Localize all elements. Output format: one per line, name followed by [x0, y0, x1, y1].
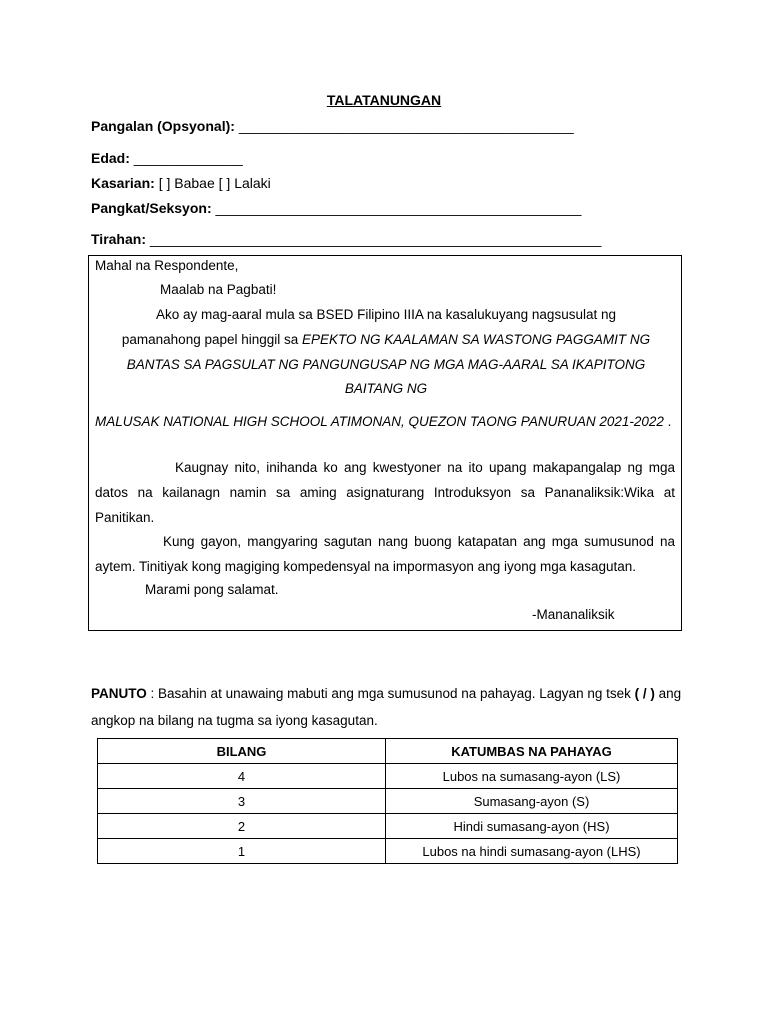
letter-salutation: Mahal na Respondente,	[95, 258, 239, 273]
panuto-mark: ( / )	[634, 686, 655, 701]
row-pahayag: Lubos na sumasang-ayon (LS)	[386, 764, 678, 789]
row-bilang: 2	[98, 814, 386, 839]
kasarian-label: Kasarian:	[91, 175, 155, 191]
row-bilang: 3	[98, 789, 386, 814]
edad-line: ______________	[133, 150, 243, 166]
table-row	[98, 789, 678, 814]
pangalan-label: Pangalan (Opsyonal):	[91, 118, 235, 134]
pangalan-line: ___________________________________________	[238, 118, 574, 134]
field-kasarian[interactable]	[91, 175, 271, 191]
field-pangalan[interactable]	[91, 118, 574, 134]
header-katumbas: KATUMBAS NA PAHAYAG	[386, 739, 678, 764]
edad-label: Edad:	[91, 150, 130, 166]
letter-p3: Kaugnay nito, inihanda ko ang kwestyoner na ito upang makapangalap ng mga datos na kailanagn namin sa aming asignaturang Introduksyon sa Pananaliksik:Wika at Panitikan.	[95, 460, 675, 525]
letter-p1-line1: Ako ay mag-aaral mula sa BSED Filipino IIIA na kasalukuyang nagsusulat ng	[155, 307, 616, 322]
row-pahayag: Hindi sumasang-ayon (HS)	[386, 814, 678, 839]
letter-p1-line2-plain: pamanahong papel hinggil sa	[121, 332, 303, 347]
kasarian-options: [ ] Babae [ ] Lalaki	[158, 175, 271, 191]
letter-box	[88, 255, 682, 631]
table-row	[98, 764, 678, 789]
pangkat-line: _______________________________________________	[215, 200, 582, 216]
tirahan-label: Tirahan:	[91, 231, 146, 247]
panuto-instructions	[91, 680, 683, 734]
letter-p1-line3: BANTAS SA PAGSULAT NG PANGUNGUSAP NG MGA MAG-AARAL SA IKAPITONG	[126, 357, 646, 372]
table-row	[98, 814, 678, 839]
header-bilang: BILANG	[98, 739, 386, 764]
scale-legend-table	[97, 738, 678, 864]
field-edad[interactable]	[91, 150, 243, 166]
letter-p2	[95, 409, 675, 434]
letter-greeting: Maalab na Pagbati!	[160, 282, 277, 297]
page-title: TALATANUNGAN	[326, 92, 442, 108]
field-tirahan[interactable]	[91, 231, 601, 247]
letter-p2-italic: MALUSAK NATIONAL HIGH SCHOOL ATIMONAN, QUEZON TAONG PANURUAN 2021-2022	[95, 414, 664, 429]
row-bilang: 1	[98, 839, 386, 864]
panuto-text-before: : Basahin at unawaing mabuti ang mga sumusunod na pahayag. Lagyan ng tsek	[146, 686, 635, 701]
field-pangkat[interactable]	[91, 200, 581, 216]
letter-signature: -Mananaliksik	[532, 607, 615, 622]
letter-p1-line2	[89, 332, 683, 347]
table-row	[98, 839, 678, 864]
panuto-text-after: ang angkop na bilang na tugma sa iyong kasagutan.	[91, 686, 682, 728]
pangkat-label: Pangkat/Seksyon:	[91, 200, 212, 216]
letter-p1-line2-italic: EPEKTO NG KAALAMAN SA WASTONG PAGGAMIT NG	[302, 332, 651, 347]
table-header-row	[98, 739, 678, 764]
panuto-label: PANUTO	[91, 686, 147, 701]
row-pahayag: Lubos na hindi sumasang-ayon (LHS)	[386, 839, 678, 864]
tirahan-line: __________________________________________________________	[149, 231, 602, 247]
row-pahayag: Sumasang-ayon (S)	[386, 789, 678, 814]
letter-p1-line4: BAITANG NG	[344, 381, 428, 396]
letter-p4: Kung gayon, mangyaring sagutan nang buong katapatan ang mga sumusunod na aytem. Tinitiyak kong magiging kompedensyal na impormasyon ang iyong mga kasagutan.	[95, 534, 675, 574]
row-bilang: 4	[98, 764, 386, 789]
letter-thanks: Marami pong salamat.	[145, 582, 279, 597]
letter-p2-end: .	[663, 414, 672, 429]
